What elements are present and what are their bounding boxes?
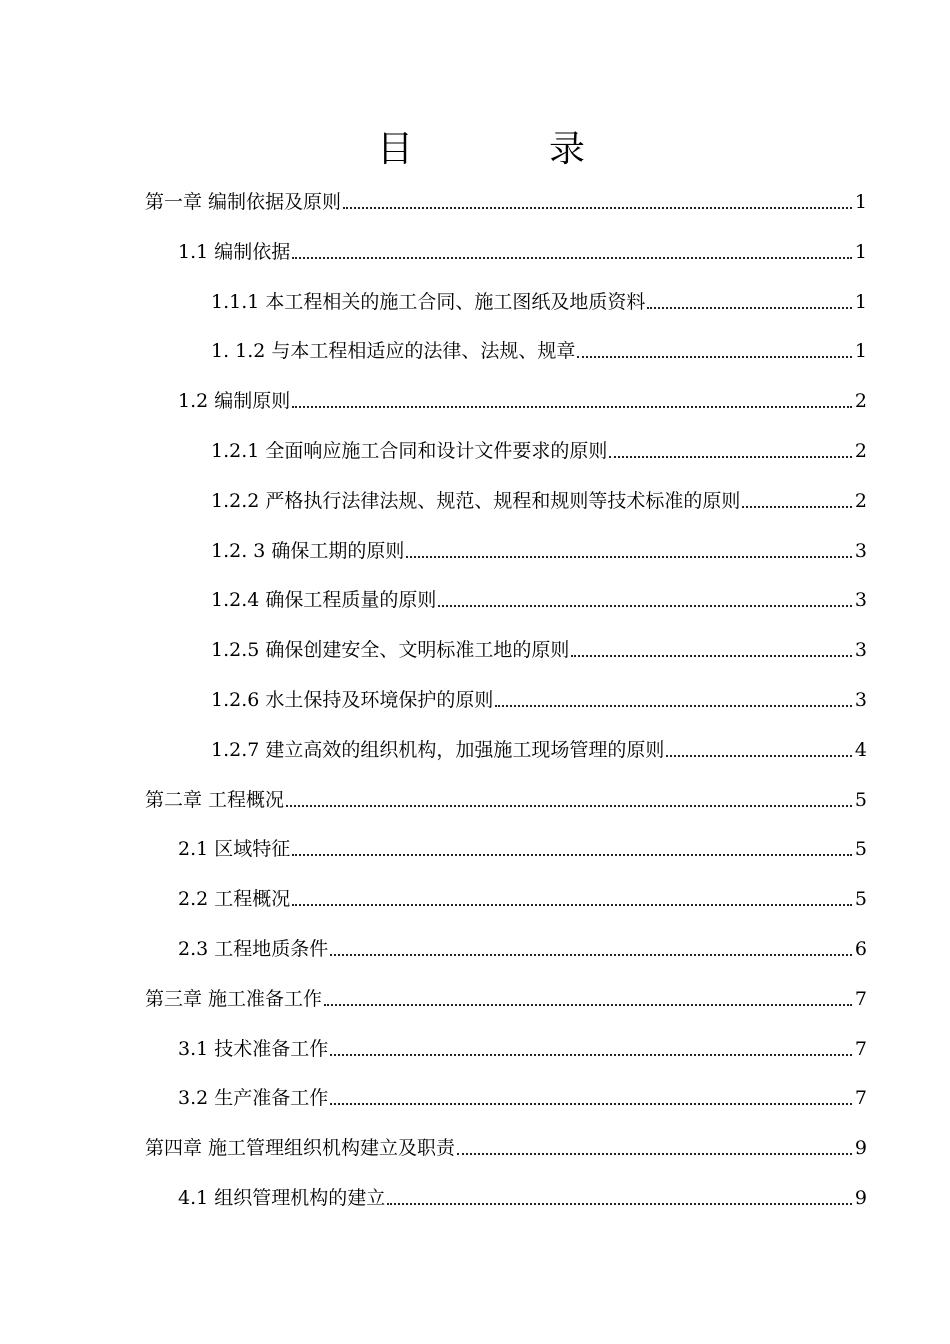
toc-entry-page-number: 5 (854, 838, 867, 861)
toc-entry-label: 1.2 编制原则 (178, 390, 291, 413)
toc-entry-page-number: 7 (854, 1087, 867, 1110)
toc-entry[interactable] (178, 1029, 867, 1061)
toc-entry-label: 第一章 编制依据及原则 (145, 191, 342, 213)
toc-entry[interactable] (211, 680, 867, 712)
toc-dot-leader (387, 1202, 852, 1205)
toc-entry-label: 1.2.7 建立高效的组织机构，加强施工现场管理的原则 (211, 738, 665, 761)
toc-entry[interactable] (211, 580, 867, 612)
toc-entry[interactable] (211, 282, 867, 314)
toc-entry-label: 1.1 编制依据 (178, 240, 291, 263)
toc-dot-leader (742, 505, 852, 508)
toc-entry-label: 第四章 施工管理组织机构建立及职责 (145, 1137, 456, 1160)
toc-entry-page-number: 1 (854, 340, 867, 363)
toc-entry-page-number: 3 (854, 589, 867, 612)
toc-dot-leader (571, 654, 852, 657)
toc-dot-leader (292, 853, 852, 856)
toc-entry-label: 1.2.2 严格执行法律法规、规范、规程和规则等技术标准的原则 (211, 489, 741, 512)
toc-entry-page-number: 3 (854, 689, 867, 711)
toc-dot-leader (324, 1003, 852, 1006)
toc-entry-label: 1.2.4 确保工程质量的原则 (211, 589, 437, 612)
toc-entry-label: 1. 1.2 与本工程相适应的法律、法规、规章 (211, 340, 576, 363)
toc-entry-label: 1.1.1 本工程相关的施工合同、施工图纸及地质资料 (211, 290, 646, 313)
toc-entry[interactable] (178, 1078, 867, 1110)
toc-entry-page-number: 1 (854, 290, 867, 313)
toc-entry-label: 2.2 工程概况 (178, 888, 291, 911)
toc-dot-leader (666, 754, 852, 757)
toc-entry[interactable] (211, 331, 867, 363)
toc-entry-page-number: 9 (854, 1137, 867, 1160)
toc-entry[interactable] (145, 182, 867, 214)
toc-entry[interactable] (178, 381, 867, 413)
toc-entry-page-number: 3 (854, 539, 867, 562)
toc-entry[interactable] (178, 829, 867, 861)
toc-entry[interactable] (145, 1128, 867, 1160)
toc-entry-label: 1.2. 3 确保工期的原则 (211, 539, 405, 562)
toc-dot-leader (330, 1102, 852, 1105)
toc-entry-page-number: 9 (854, 1187, 867, 1209)
toc-dot-leader (438, 604, 852, 607)
toc-entry-label: 4.1 组织管理机构的建立 (178, 1187, 386, 1209)
toc-entry[interactable] (178, 879, 867, 911)
toc-entry-page-number: 1 (854, 191, 867, 213)
toc-dot-leader (286, 804, 852, 807)
toc-entry-page-number: 2 (854, 489, 867, 512)
toc-entry[interactable] (145, 780, 867, 812)
toc-entry-page-number: 7 (854, 1037, 867, 1060)
toc-entry-page-number: 7 (854, 987, 867, 1010)
toc-entry-label: 第三章 施工准备工作 (145, 987, 323, 1010)
toc-entry-label: 1.2.1 全面响应施工合同和设计文件要求的原则 (211, 440, 608, 462)
toc-dot-leader (330, 1053, 852, 1056)
toc-dot-leader (292, 256, 852, 259)
toc-entry-label: 第二章 工程概况 (145, 788, 285, 811)
toc-entry-label: 3.1 技术准备工作 (178, 1037, 329, 1060)
toc-dot-leader (609, 455, 852, 458)
toc-entry-page-number: 5 (854, 888, 867, 911)
toc-entry-page-number: 2 (854, 440, 867, 462)
toc-entry[interactable] (178, 929, 867, 961)
toc-entry-page-number: 4 (854, 738, 867, 761)
toc-entry-label: 2.1 区域特征 (178, 838, 291, 861)
toc-entry-page-number: 2 (854, 390, 867, 413)
toc-dot-leader (577, 355, 851, 358)
toc-entry[interactable] (211, 730, 867, 762)
toc-entry[interactable] (211, 431, 867, 463)
toc-dot-leader (292, 903, 852, 906)
toc-entry[interactable] (178, 1178, 867, 1210)
toc-entry-label: 3.2 生产准备工作 (178, 1087, 329, 1110)
toc-entry-label: 1.2.6 水土保持及环境保护的原则 (211, 689, 494, 711)
toc-entry-page-number: 5 (854, 788, 867, 811)
toc-dot-leader (343, 206, 852, 209)
toc-entry-page-number: 6 (854, 938, 867, 960)
toc-entry[interactable] (211, 481, 867, 513)
toc-entry[interactable] (211, 630, 867, 662)
toc-dot-leader (495, 704, 852, 707)
toc-entry-page-number: 3 (854, 639, 867, 662)
toc-entry[interactable] (178, 232, 867, 264)
toc-dot-leader (457, 1152, 852, 1155)
toc-title: 目 录 (376, 129, 635, 170)
toc-dot-leader (647, 306, 852, 309)
toc-dot-leader (406, 555, 851, 558)
toc-entry-label: 2.3 工程地质条件 (178, 938, 329, 960)
toc-entry[interactable] (211, 531, 867, 563)
toc-entry-label: 1.2.5 确保创建安全、文明标准工地的原则 (211, 639, 570, 662)
toc-entry-page-number: 1 (854, 240, 867, 263)
toc-dot-leader (330, 953, 852, 956)
toc-entry[interactable] (145, 979, 867, 1011)
toc-dot-leader (292, 405, 852, 408)
